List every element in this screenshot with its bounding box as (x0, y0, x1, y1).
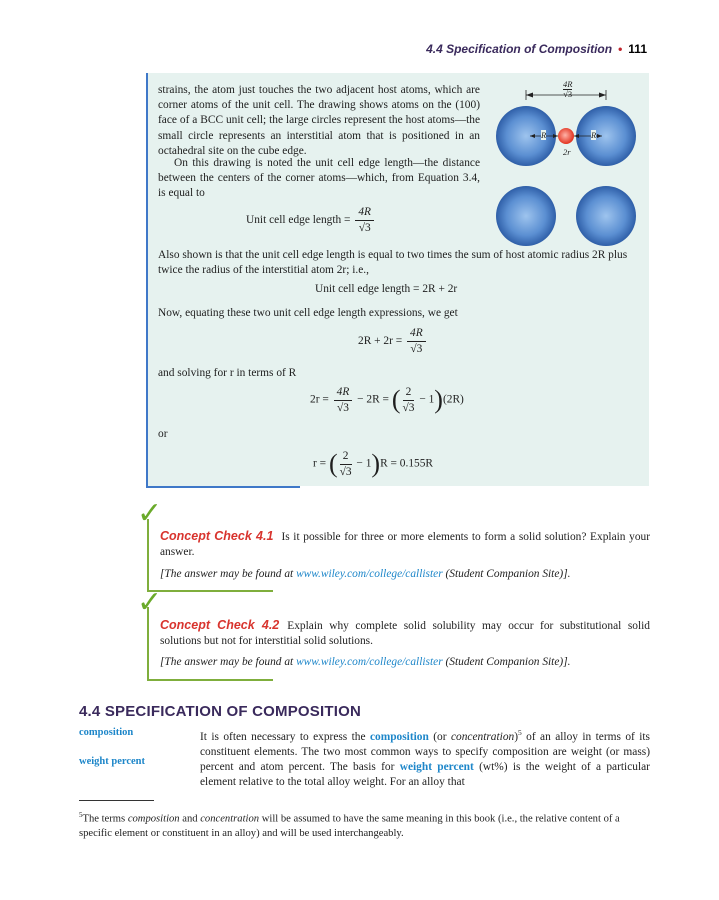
concentration-italic: concentration (450, 730, 515, 743)
eq5-lhs: r = (313, 457, 327, 470)
concept-check-1-answer-suffix: (Student Companion Site)]. (445, 568, 571, 580)
box-or: or (158, 428, 168, 440)
example-box-left-rule (146, 73, 148, 487)
concept-check-2-question: Explain why complete solid solubility may occur for substitutional solid solutions but not for interstitial solid solutions. (160, 620, 650, 648)
eq5-num: 2 (340, 450, 352, 465)
eq3-num: 4R (407, 327, 426, 342)
section-text-2: (or (433, 730, 447, 743)
eq1-num: 4R (355, 206, 374, 221)
diagram-label-R-left: R (541, 130, 547, 140)
section-body-paragraph (200, 725, 650, 791)
footnote-text-2: and (182, 813, 198, 825)
eq5-end: R = 0.155R (380, 457, 434, 470)
section-text-5: (wt%) is the weight of a particular element relative to the total alloy weight. For an alloy that (200, 761, 650, 789)
section-heading: 4.4 SPECIFICATION OF COMPOSITION (79, 703, 361, 720)
concept-check-2-bottom-rule (147, 679, 273, 681)
section-text-3: ) (514, 730, 519, 743)
margin-term-weight-percent: weight percent (79, 756, 145, 767)
running-header (426, 42, 647, 56)
eq3-den: √3 (410, 343, 423, 355)
keyword-weight-percent: weight percent (399, 761, 474, 774)
concept-check-1-bottom-rule (147, 590, 273, 592)
interstitial-atom (558, 128, 574, 144)
concept-check-2-title: Concept Check 4.2 (160, 618, 280, 632)
section-text-4: of an alloy in terms of its constituent elements. The two most common ways to specify composition are weight (or mass) percent and atom percent. The basis for (200, 730, 650, 774)
eq4-fraction-b (403, 386, 415, 415)
eq5-minus-one: − 1 (356, 457, 372, 470)
keyword-composition: composition (369, 730, 429, 743)
host-atom-bottom-left (496, 186, 556, 246)
eq4-minus-one: − 1 (419, 393, 435, 406)
page-number: 111 (628, 42, 647, 56)
concept-check-2 (160, 618, 650, 649)
footnote-text-3: will be assumed to have the same meaning in this book (i.e., the relative content of a specific element or constituent in an alloy) and will be used interchangeably. (79, 813, 620, 840)
equation-edge-length-2: Unit cell edge length = 2R + 2r (315, 283, 458, 295)
box-paragraph-1: strains, the atom just touches the two adjacent host atoms, which are corner atoms of the unit cell. The drawing shows atoms on the (100) face of a BCC unit cell; the large circles represent the host atoms—the small circle represents an interstitial atom that is positioned in an octahedral site on the cube edge. (158, 84, 480, 157)
checkmark-icon: ✓ (137, 585, 163, 620)
footnote-composition: composition (127, 813, 180, 825)
concept-check-2-answer (160, 655, 650, 670)
eq4-fraction-a (334, 386, 353, 415)
equation-edge-length (246, 206, 376, 235)
host-atom-bottom-right (576, 186, 636, 246)
concept-check-1-question: Is it possible for three or more elements to form a solid solution? Explain your answer. (160, 531, 651, 559)
concept-check-1-title: Concept Check 4.1 (160, 529, 274, 543)
footnote-text-1: The terms (82, 813, 126, 825)
footnote (79, 808, 651, 842)
eq4-end: (2R) (442, 393, 464, 406)
diagram-edge-label-num: 4R (563, 79, 573, 89)
footnote-number: 5 (79, 811, 83, 819)
equation-r-result: r = ( $\frac{2}{√3}$ − 1)R = 0.155R (313, 449, 434, 478)
example-box-bottom-rule (146, 486, 300, 488)
eq1-den: √3 (358, 222, 371, 234)
concept-check-1-answer (160, 567, 650, 582)
eq4-mid: − 2R = (357, 393, 389, 406)
box-paragraph-5: and solving for r in terms of R (158, 367, 297, 379)
header-section-title: 4.4 Specification of Composition (426, 42, 613, 56)
eq5-fraction (340, 450, 352, 479)
header-bullet: • (618, 42, 623, 56)
diagram-label-R-right: R (591, 130, 597, 140)
concept-check-1-answer-prefix: [The answer may be found at (160, 568, 294, 580)
box-paragraph-3: Also shown is that the unit cell edge length is equal to two times the sum of host atomic radius 2R plus twice the radius of the interstitial atom 2r; i.e., (158, 249, 628, 277)
margin-term-composition: composition (79, 727, 134, 738)
eq3-fraction (407, 327, 426, 356)
eq3-lhs: 2R + 2r = (358, 335, 403, 348)
eq4-den-b: √3 (402, 401, 415, 414)
concept-check-2-link[interactable]: www.wiley.com/college/callister (296, 656, 443, 668)
diagram-edge-label-den: √3 (563, 89, 573, 99)
concept-check-1 (160, 529, 650, 560)
eq1-lhs: Unit cell edge length = (246, 214, 351, 227)
eq4-lhs: 2r = (310, 393, 329, 406)
footnote-marker: 5 (518, 728, 522, 737)
concept-check-1-link[interactable]: www.wiley.com/college/callister (296, 568, 443, 580)
eq4-num-a: 4R (334, 386, 353, 401)
eq5-den: √3 (339, 465, 352, 478)
diagram-edge-label (563, 80, 572, 99)
box-paragraph-4: Now, equating these two unit cell edge length expressions, we get (158, 307, 458, 319)
concept-check-2-answer-suffix: (Student Companion Site)]. (445, 656, 571, 668)
box-paragraph-2: On this drawing is noted the unit cell edge length—the distance between the centers of the corner atoms—which, from Equation 3.4, is equal to (158, 157, 480, 200)
equation-solve-2r: 2r = $\frac{4R}{√3}$ − 2R = ( $\frac{2}{√3}$ − 1)(2R) (310, 385, 464, 414)
footnote-concentration: concentration (200, 813, 260, 825)
eq1-fraction (355, 206, 374, 235)
bcc-face-diagram (490, 78, 650, 258)
diagram-label-2r: 2r (563, 147, 571, 157)
concept-check-2-answer-prefix: [The answer may be found at (160, 656, 294, 668)
eq4-num-b: 2 (403, 386, 415, 401)
eq4-den-a: √3 (336, 401, 349, 414)
equation-equate (358, 327, 428, 356)
checkmark-icon: ✓ (137, 496, 163, 531)
section-text-1: It is often necessary to express the (200, 730, 366, 743)
footnote-rule (79, 800, 154, 801)
